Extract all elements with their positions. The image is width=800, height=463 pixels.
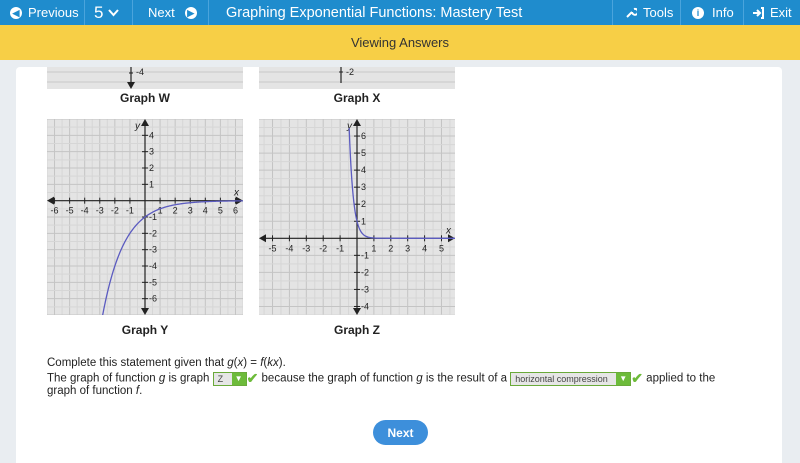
correct-check-icon: ✔ (246, 370, 259, 386)
tools-label: Tools (643, 5, 674, 20)
next-nav-button[interactable] (148, 0, 197, 25)
graph-answer-value: Z (217, 373, 224, 384)
graph-y-x-tick-label: -1 (125, 205, 134, 216)
graph-z-x-tick-label: 5 (438, 243, 444, 254)
question-panel (16, 67, 782, 463)
graph-z-y-tick-label: 1 (361, 216, 367, 227)
info-label: Info (712, 5, 734, 20)
graph-y-x-tick-label: 4 (202, 205, 208, 216)
graph-y-y-tick-label: -4 (149, 261, 158, 271)
graph-z-y-tick-label: 3 (361, 182, 367, 193)
graph-z-y-tick-label: -4 (361, 301, 370, 312)
graph-z-y-tick-label: 2 (361, 199, 367, 210)
question-number-dropdown[interactable] (94, 0, 119, 25)
question-number: 5 (94, 2, 104, 22)
transformation-value: horizontal compression (515, 373, 608, 384)
statement-line-1: Complete this statement given that g(x) = f(kx). (47, 357, 286, 369)
graph-y-x-tick-label: 2 (172, 205, 178, 216)
top-nav-bar (0, 0, 800, 25)
graph-z-x-tick-label: -4 (285, 243, 294, 254)
next-button[interactable] (373, 420, 428, 445)
graph-y-x-tick-label: 5 (217, 205, 223, 216)
graph-answer-dropdown[interactable] (213, 372, 247, 386)
graph-z-x-tick-label: -2 (319, 243, 328, 254)
graph-y-y-tick-label: 1 (149, 179, 155, 190)
graph-z-label: Graph Z (333, 323, 380, 337)
graph-y-y-tick-label: -3 (149, 244, 158, 255)
arrow-left-icon: ◀ (10, 7, 22, 19)
graph-w-tick: -4 (136, 67, 145, 77)
graph-y-y-axis-label: y (135, 121, 140, 132)
graph-z-y-tick-label: 6 (361, 131, 367, 142)
banner-text: Viewing Answers (350, 35, 450, 50)
chevron-down-icon (108, 9, 119, 17)
graph-y-y-tick-label: -2 (149, 228, 158, 239)
next-button-label: Next (387, 425, 414, 440)
graph-z-x-tick-label: 4 (422, 243, 428, 254)
dropdown-arrow-icon: ▼ (616, 373, 630, 385)
previous-label: Previous (28, 5, 79, 20)
graph-z-y-tick-label: 4 (361, 165, 367, 176)
info-icon: i (692, 7, 704, 19)
graph-y-y-tick-label: -6 (149, 293, 158, 304)
viewing-answers-banner (0, 25, 800, 60)
graph-y-y-tick-label: 3 (149, 146, 155, 157)
graph-w-partial (47, 67, 243, 89)
graph-y-x-tick-label: -5 (65, 205, 74, 216)
graph-x-label: Graph X (333, 91, 381, 105)
graph-y-x-tick-label: -2 (110, 205, 119, 216)
graph-z (259, 119, 455, 315)
exit-label: Exit (770, 5, 792, 20)
statement-line-2: The graph of function g is graph Z ▼ ✔ because the graph of function g is the result of a horizontal compression ▼ ✔ applied to the (47, 370, 716, 386)
graph-z-y-tick-label: -2 (361, 267, 370, 278)
graph-z-x-tick-label: 1 (371, 243, 377, 254)
dropdown-arrow-icon: ▼ (232, 373, 246, 385)
graph-z-y-tick-label: -1 (361, 250, 370, 261)
statement-line-3: graph of function f. (47, 385, 143, 397)
wrench-icon (625, 7, 637, 19)
graph-x-partial (259, 67, 455, 89)
page-title: Graphing Exponential Functions: Mastery Test (226, 4, 523, 21)
graph-y-x-tick-label: 3 (187, 205, 193, 216)
graph-y-y-tick-label: 4 (149, 130, 155, 141)
graph-y-label: Graph Y (121, 323, 169, 337)
graph-y-x-tick-label: -4 (80, 205, 89, 216)
tools-button[interactable] (625, 0, 673, 25)
graph-y-x-tick-label: -6 (50, 205, 59, 216)
graph-z-x-tick-label: -1 (336, 243, 345, 254)
graph-z-x-tick-label: -3 (302, 243, 311, 254)
graph-z-y-tick-label: 5 (361, 148, 367, 159)
graph-z-x-tick-label: 3 (405, 243, 411, 254)
exit-icon (752, 7, 764, 19)
previous-button[interactable] (10, 0, 79, 25)
graph-y-y-tick-label: 2 (149, 163, 155, 173)
exit-button[interactable] (752, 0, 792, 25)
graph-z-x-tick-label: -5 (268, 243, 277, 254)
graph-y-y-tick-label: -5 (149, 277, 158, 288)
graph-y-x-tick-label: 1 (157, 205, 163, 216)
graph-y-x-tick-label: 6 (232, 205, 238, 216)
graph-y-x-tick-label: -3 (95, 205, 104, 216)
graph-y (47, 119, 243, 315)
transformation-dropdown[interactable] (510, 372, 631, 386)
graph-z-y-tick-label: -3 (361, 284, 370, 295)
correct-check-icon: ✔ (631, 370, 643, 386)
arrow-right-icon: ▶ (185, 7, 197, 19)
graph-z-y-axis-label: y (347, 121, 352, 132)
next-nav-label: Next (148, 5, 175, 20)
graph-w-label: Graph W (120, 91, 170, 105)
graph-y-x-axis-label: x (234, 187, 239, 199)
graph-z-x-axis-label: x (446, 225, 451, 237)
graph-y-y-tick-label: -1 (149, 212, 158, 222)
graph-x-tick: -2 (346, 67, 355, 77)
graph-z-x-tick-label: 2 (388, 243, 394, 254)
info-button[interactable] (692, 0, 734, 25)
